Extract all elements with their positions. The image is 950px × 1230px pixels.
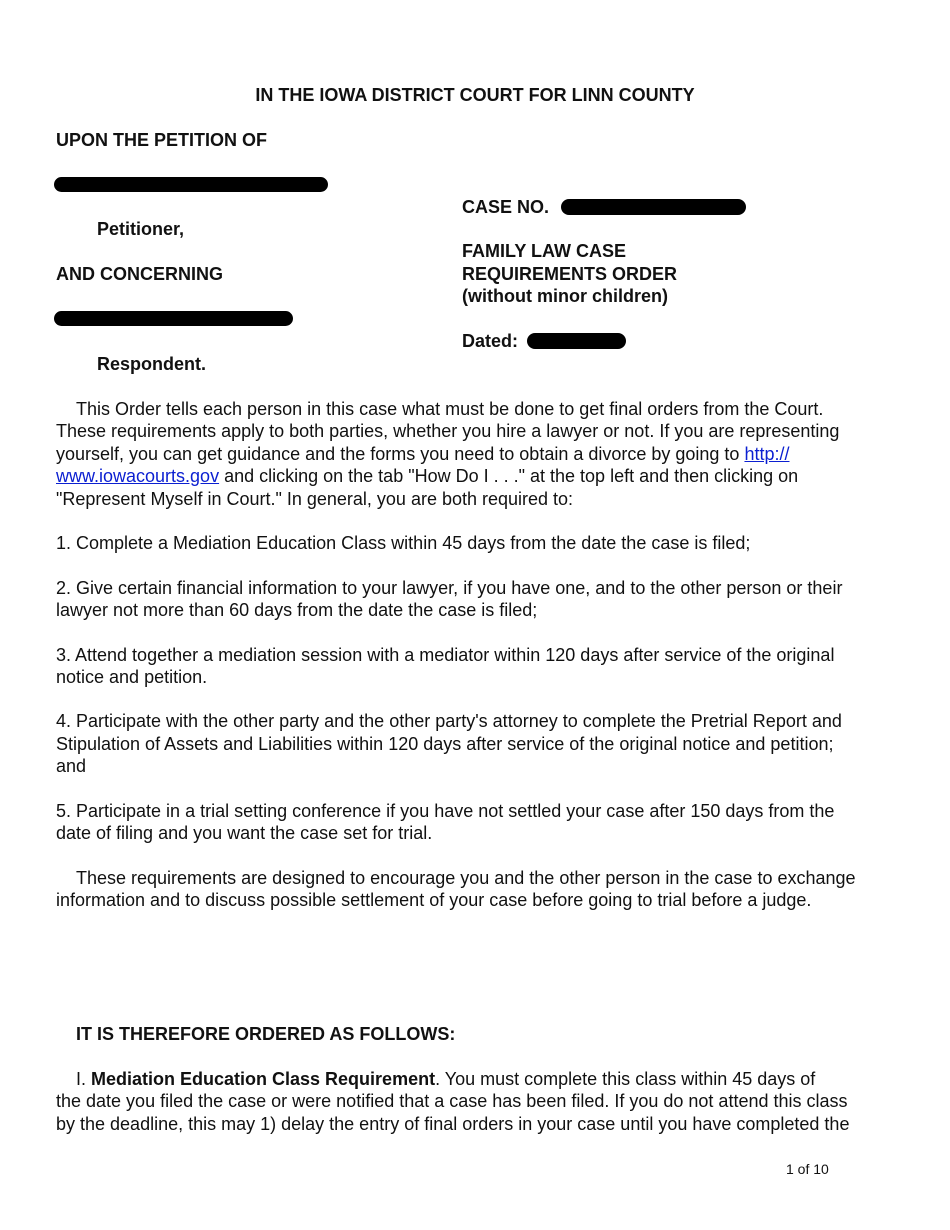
- closing-line-2: information and to discuss possible settlement of your case before going to trial before a judge.: [56, 890, 812, 910]
- closing-line-1: These requirements are designed to encourage you and the other person in the case to exchange: [76, 868, 856, 888]
- requirement-4-line-1: 4. Participate with the other party and the other party's attorney to complete the Pretrial Report and: [56, 711, 842, 731]
- section-i-line-1: [76, 1068, 815, 1091]
- section-i-title: Mediation Education Class Requirement: [91, 1069, 436, 1089]
- case-no-redaction: [561, 199, 746, 215]
- intro-line-4-text: and clicking on the tab "How Do I . . ." at the top left and then clicking on: [219, 466, 799, 486]
- ordered-heading: IT IS THEREFORE ORDERED AS FOLLOWS:: [76, 1024, 456, 1044]
- section-i-number: I.: [76, 1069, 92, 1089]
- upon-petition-label: UPON THE PETITION OF: [56, 130, 268, 150]
- order-title-line-1: FAMILY LAW CASE: [462, 241, 627, 261]
- requirement-1-line-1: 1. Complete a Mediation Education Class within 45 days from the date the case is filed;: [56, 533, 751, 553]
- order-title-line-2: REQUIREMENTS ORDER: [462, 264, 678, 284]
- court-title: IN THE IOWA DISTRICT COURT FOR LINN COUNTY: [255, 85, 695, 105]
- requirement-2-line-1: 2. Give certain financial information to your lawyer, if you have one, and to the other person or their: [56, 578, 843, 598]
- intro-line-3-text: yourself, you can get guidance and the forms you need to obtain a divorce by going to: [56, 444, 745, 464]
- requirement-2-line-2: lawyer not more than 60 days from the date the case is filed;: [56, 600, 538, 620]
- intro-line-3: [56, 443, 789, 466]
- page-number: 1 of 10: [786, 1161, 829, 1177]
- section-i-line-3: by the deadline, this may 1) delay the entry of final orders in your case until you have completed the: [56, 1114, 850, 1134]
- intro-line-1: This Order tells each person in this case what must be done to get final orders from the Court.: [76, 399, 824, 419]
- requirement-5-line-1: 5. Participate in a trial setting conference if you have not settled your case after 150 days from the: [56, 801, 835, 821]
- and-concerning-label: AND CONCERNING: [56, 264, 224, 284]
- requirement-4-line-3: and: [56, 756, 87, 776]
- intro-line-5: "Represent Myself in Court." In general, you are both required to:: [56, 489, 574, 509]
- iowacourts-link-part-2[interactable]: www.iowacourts.gov: [56, 466, 220, 486]
- order-title-line-3: (without minor children): [462, 286, 668, 306]
- date-redaction: [527, 333, 626, 349]
- petitioner-label: Petitioner,: [97, 219, 185, 239]
- requirement-3-line-1: 3. Attend together a mediation session with a mediator within 120 days after service of the original: [56, 645, 835, 665]
- iowacourts-link-part-1[interactable]: http://: [744, 444, 790, 464]
- section-i-line-1-text: . You must complete this class within 45 days of: [435, 1069, 816, 1089]
- section-i-line-2: the date you filed the case or were notified that a case has been filed. If you do not attend this class: [56, 1091, 848, 1111]
- intro-line-4: [56, 465, 798, 488]
- intro-line-2: These requirements apply to both parties, whether you hire a lawyer or not. If you are representing: [56, 421, 840, 441]
- respondent-name-redaction: [54, 311, 293, 326]
- respondent-label: Respondent.: [97, 354, 207, 374]
- requirement-5-line-2: date of filing and you want the case set for trial.: [56, 823, 433, 843]
- petitioner-name-redaction: [54, 177, 328, 192]
- requirement-3-line-2: notice and petition.: [56, 667, 208, 687]
- dated-label: Dated:: [462, 331, 519, 351]
- requirement-4-line-2: Stipulation of Assets and Liabilities within 120 days after service of the original notice and petition;: [56, 734, 834, 754]
- case-no-label: CASE NO.: [462, 197, 550, 217]
